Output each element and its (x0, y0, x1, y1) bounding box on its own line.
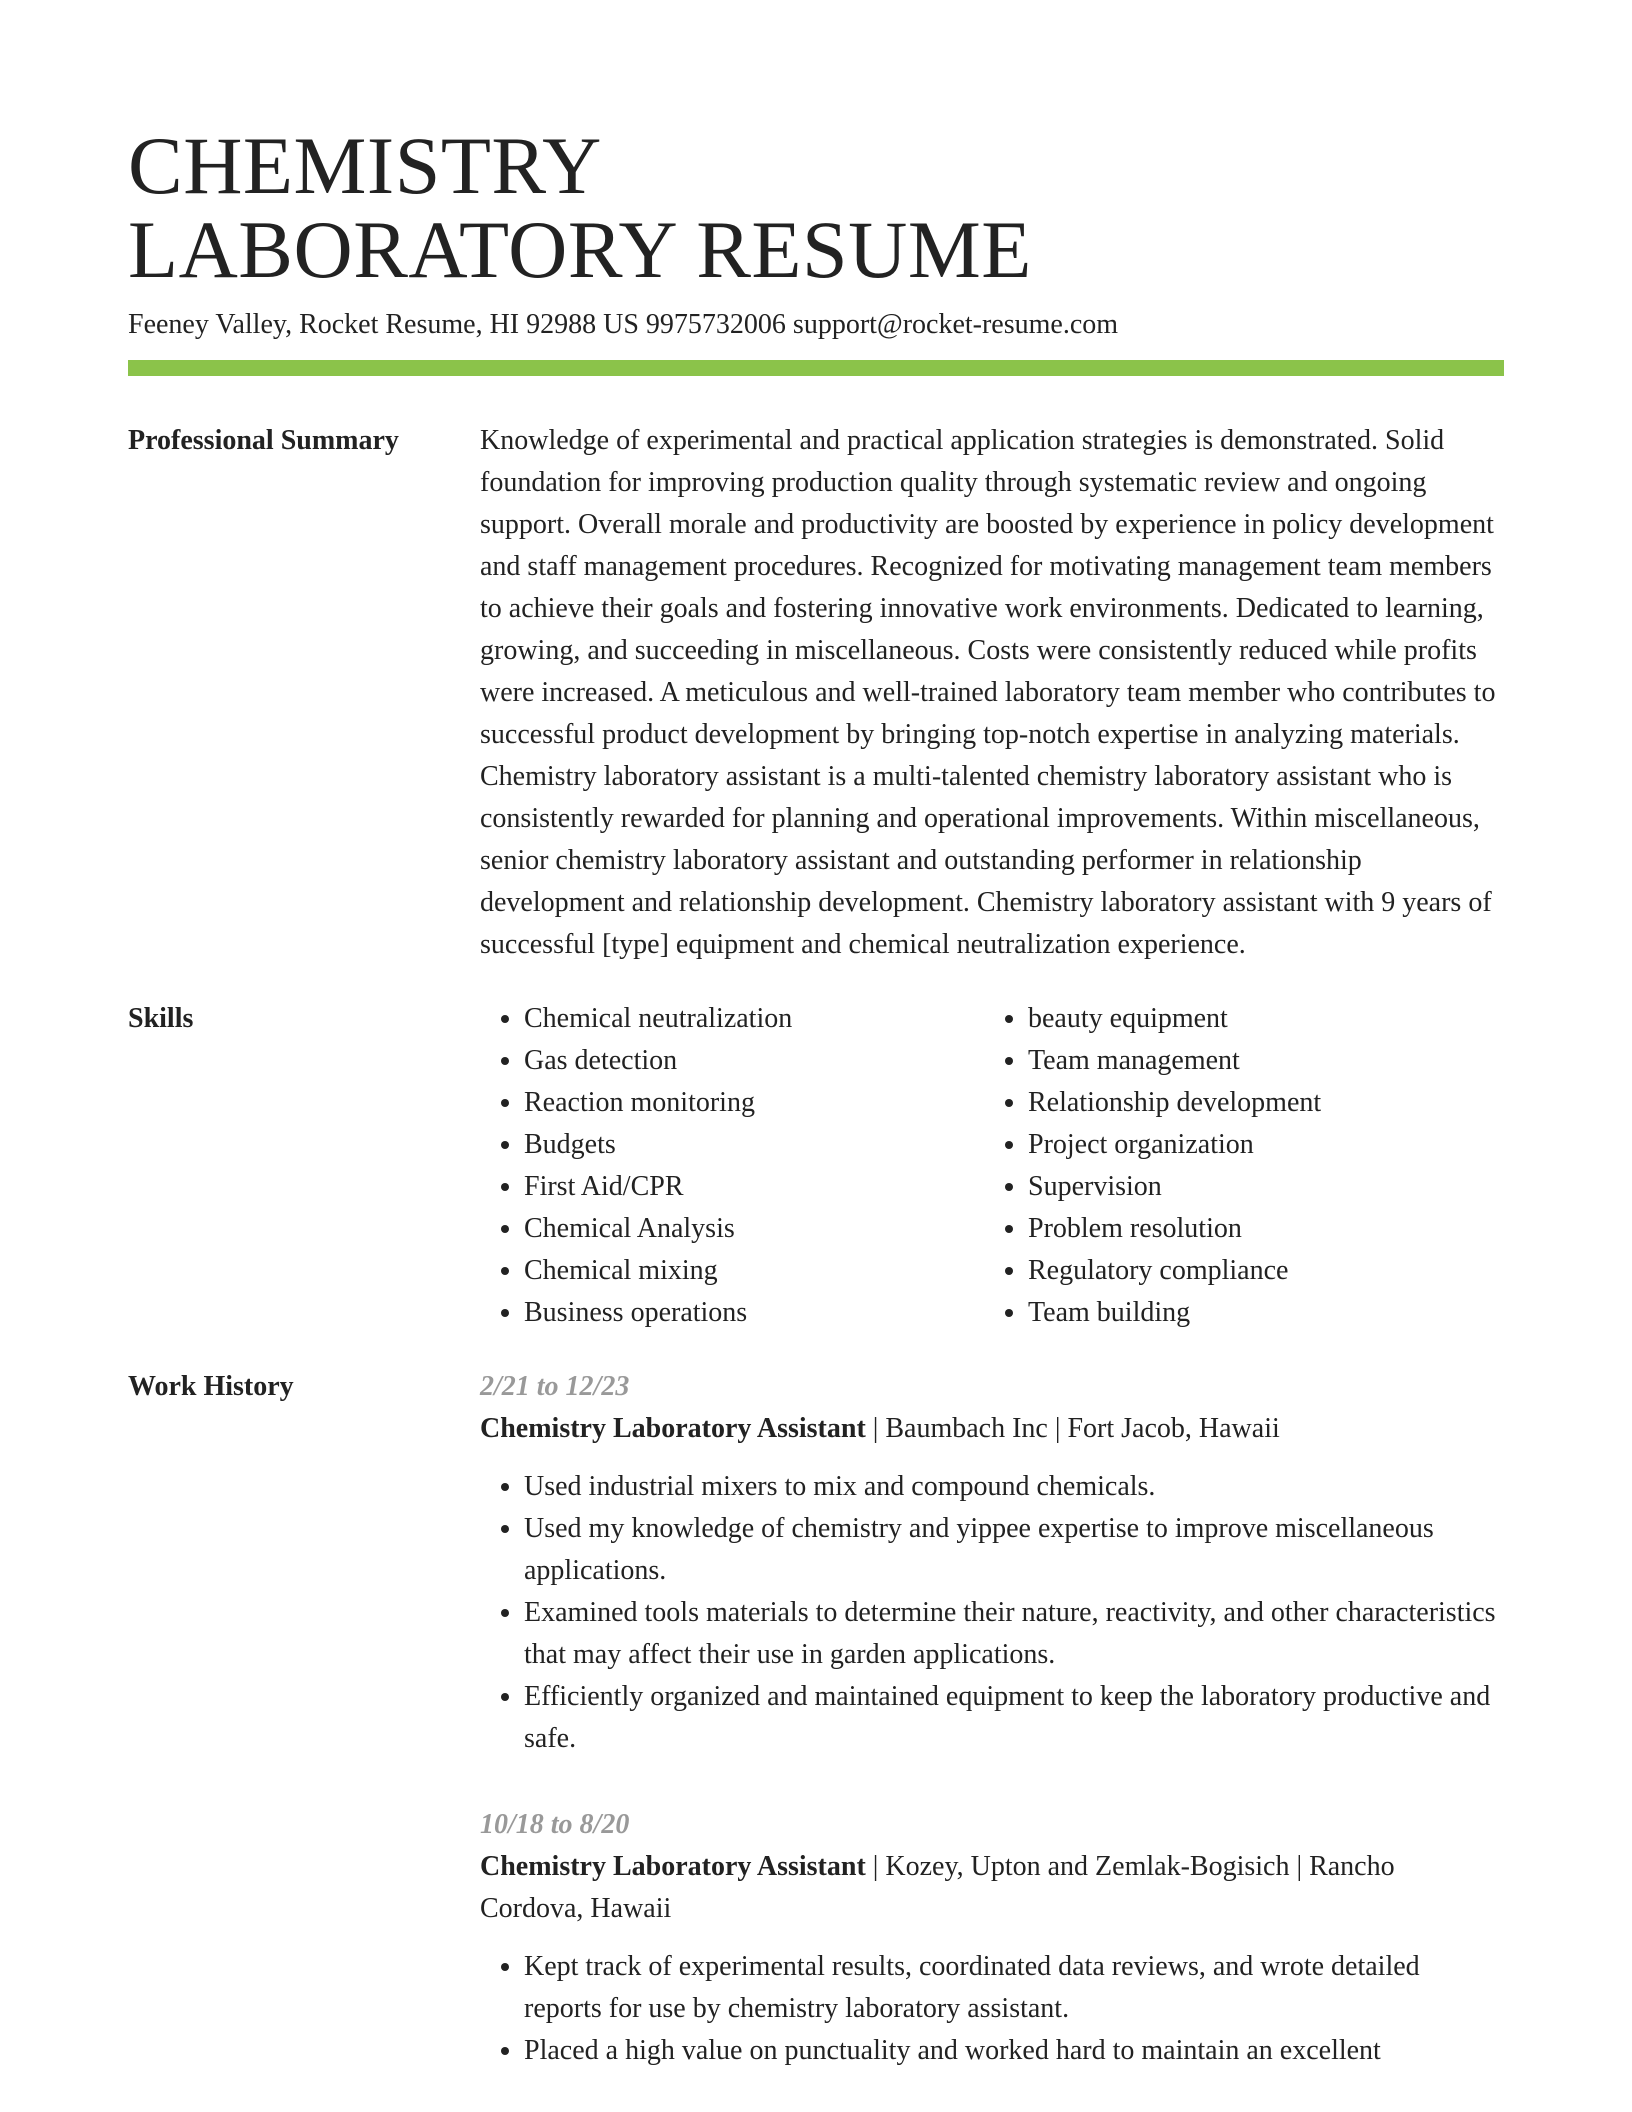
job-employer-location: | Baumbach Inc | Fort Jacob, Hawaii (865, 1413, 1280, 1444)
job-title: Chemistry Laboratory Assistant (480, 1851, 866, 1882)
summary-content (480, 420, 1504, 966)
job-heading (480, 1408, 1504, 1450)
job-bullet: • Used industrial mixers to mix and compound chemicals. (524, 1466, 1504, 1508)
section-label-summary: Professional Summary (128, 425, 399, 456)
skills-content (480, 998, 1504, 1334)
job-entry (480, 1366, 1504, 1760)
skills-list-left (480, 998, 984, 1334)
skill-item: • Problem resolution (1028, 1208, 1321, 1250)
skill-item: • Team building (1028, 1292, 1321, 1334)
work-history-content (480, 1366, 1504, 2072)
skill-item: • Chemical mixing (524, 1250, 984, 1292)
job-bullet: • Kept track of experimental results, coordinated data reviews, and wrote detailed reports for use by chemistry laboratory assistant. (524, 1946, 1504, 2030)
skill-item: • Regulatory compliance (1028, 1250, 1321, 1292)
job-bullet: • Efficiently organized and maintained equipment to keep the laboratory productive and safe. (524, 1676, 1504, 1760)
skill-item: • beauty equipment (1028, 998, 1321, 1040)
accent-divider (128, 360, 1504, 376)
skills-columns (480, 998, 1504, 1334)
job-bullet: • Examined tools materials to determine their nature, reactivity, and other characteristics that may affect their use in garden applications. (524, 1592, 1504, 1676)
section-label-skills: Skills (128, 1003, 194, 1034)
job-dates: 2/21 to 12/23 (480, 1371, 630, 1402)
contact-line: Feeney Valley, Rocket Resume, HI 92988 US 9975732006 support@rocket-resume.com (128, 309, 1119, 340)
work-history-section (128, 1366, 1504, 2072)
summary-section (128, 420, 1504, 966)
job-bullets (480, 1466, 1504, 1760)
job-title: Chemistry Laboratory Assistant (480, 1413, 866, 1444)
job-bullet: • Used my knowledge of chemistry and yippee expertise to improve miscellaneous applications. (524, 1508, 1504, 1592)
skill-item: • Relationship development (1028, 1082, 1321, 1124)
job-entry (480, 1804, 1504, 2072)
skills-list-right (984, 998, 1321, 1334)
job-bullet: • Placed a high value on punctuality and worked hard to maintain an excellent (524, 2030, 1504, 2072)
skill-item: • Budgets (524, 1124, 984, 1166)
summary-text: Knowledge of experimental and practical application strategies is demonstrated. Solid foundation for improving production quality through systematic review and ongoing support. Overall morale and productivity are boosted by experience in policy development and staff management procedures. Recognized for motivating management team members to achieve their goals and fostering innovative work environments. Dedicated to learning, growing, and succeeding in miscellaneous. Costs were consistently reduced while profits were increased. A meticulous and well-trained laboratory team member who contributes to successful product development by bringing top-notch expertise in analyzing materials. Chemistry laboratory assistant is a multi-talented chemistry laboratory assistant who is consistently rewarded for planning and operational improvements. Within miscellaneous, senior chemistry laboratory assistant and outstanding performer in relationship development and relationship development. Chemistry laboratory assistant with 9 years of successful [type] equipment and chemical neutralization experience. (480, 425, 1496, 960)
skill-item: • First Aid/CPR (524, 1166, 984, 1208)
job-employer-location: | Kozey, Upton and Zemlak-Bogisich | Rancho Cordova, Hawaii (480, 1851, 1395, 1924)
title-line-2: LABORATORY RESUME (128, 204, 1032, 295)
job-heading (480, 1846, 1504, 1930)
skills-section (128, 998, 1504, 1334)
job-dates: 10/18 to 8/20 (480, 1809, 630, 1840)
skill-item: • Chemical neutralization (524, 998, 984, 1040)
skill-item: • Business operations (524, 1292, 984, 1334)
section-label-work-history: Work History (128, 1371, 294, 1402)
skill-item: • Team management (1028, 1040, 1321, 1082)
skill-item: • Chemical Analysis (524, 1208, 984, 1250)
skill-item: • Project organization (1028, 1124, 1321, 1166)
resume-title (128, 0, 1504, 295)
skill-item: • Gas detection (524, 1040, 984, 1082)
skill-item: • Reaction monitoring (524, 1082, 984, 1124)
job-bullets (480, 1946, 1504, 2072)
title-line-1: CHEMISTRY (128, 120, 602, 211)
resume-page (128, 0, 1504, 2072)
skill-item: • Supervision (1028, 1166, 1321, 1208)
